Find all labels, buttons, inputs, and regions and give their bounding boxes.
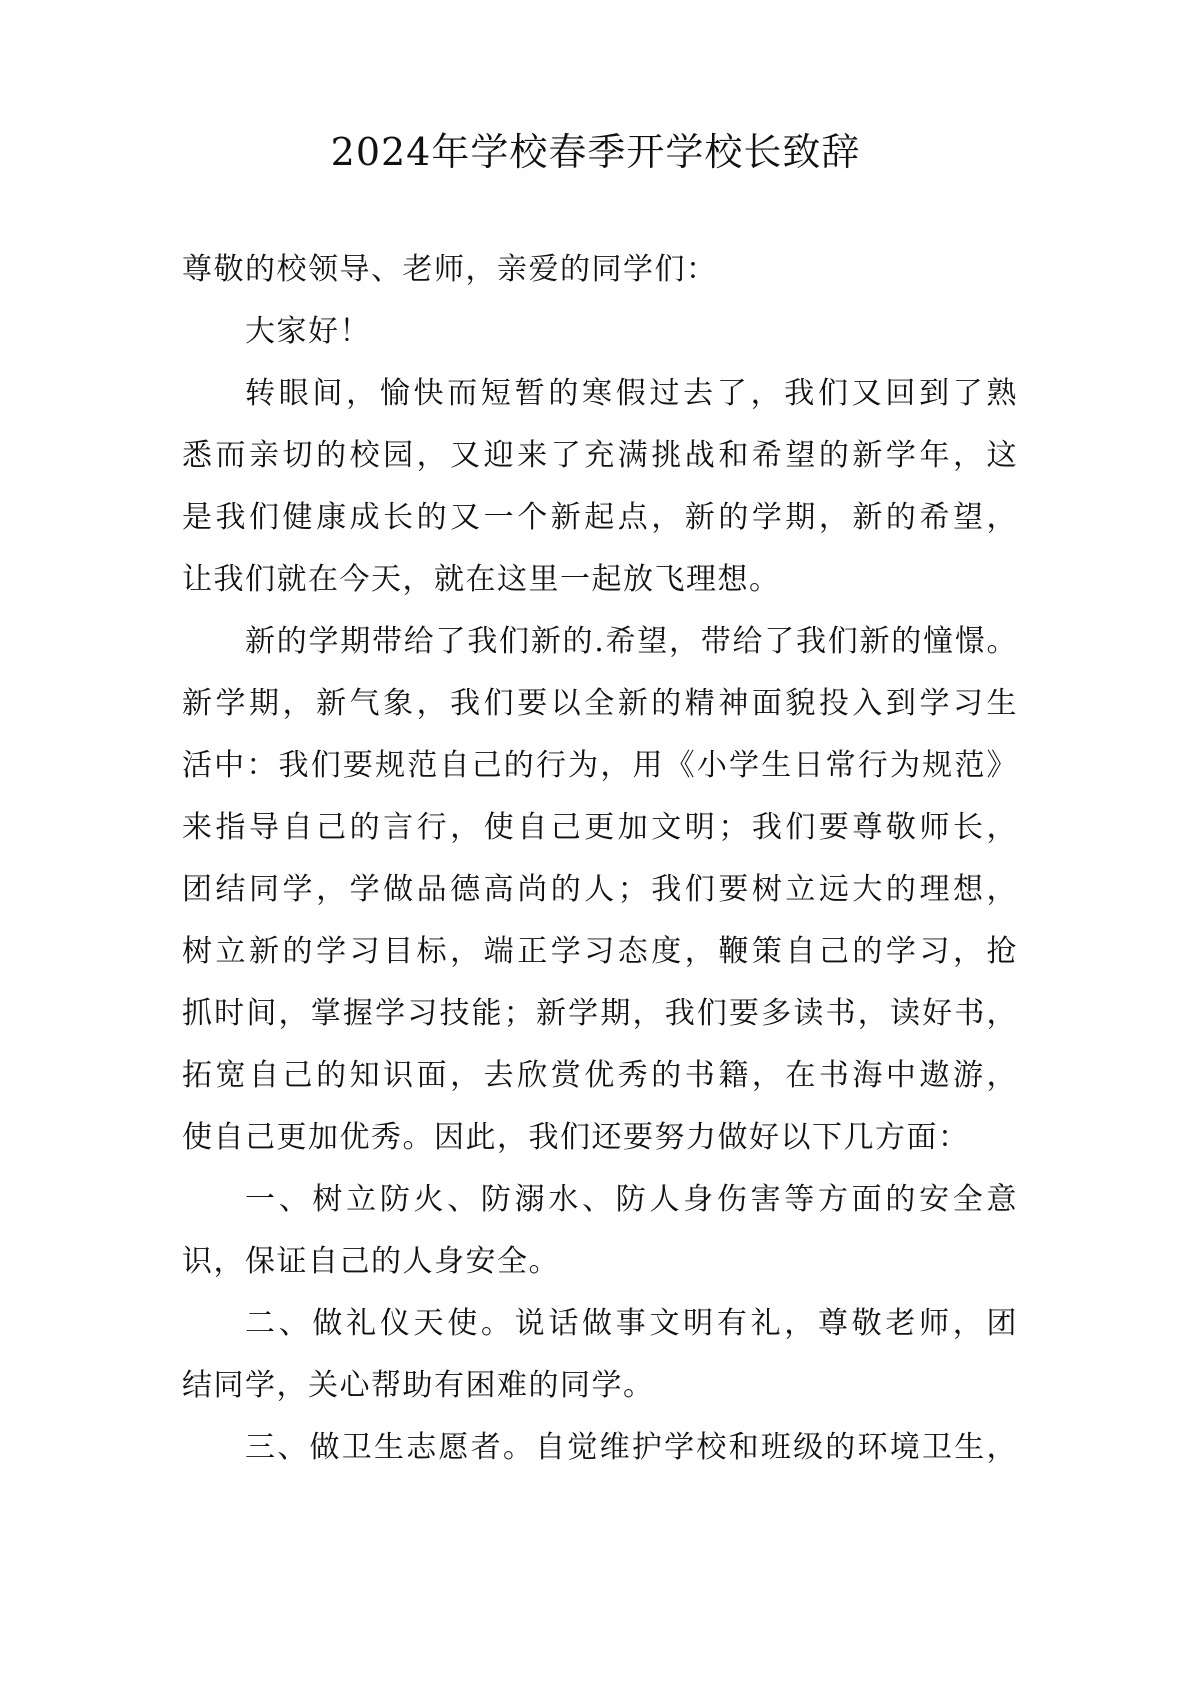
greeting-line: 大家好！ xyxy=(245,314,371,349)
paragraph-line: 新的学期带给了我们新的.希望，带给了我们新的憧憬。 xyxy=(245,624,1018,659)
paragraph-line: 抓时间，掌握学习技能；新学期，我们要多读书，读好书， xyxy=(182,996,1018,1031)
document-body xyxy=(182,239,1018,1479)
list-item-line: 识，保证自己的人身安全。 xyxy=(182,1244,560,1279)
list-item-line: 三、做卫生志愿者。自觉维护学校和班级的环境卫生， xyxy=(245,1430,1018,1465)
salutation-line: 尊敬的校领导、老师，亲爱的同学们： xyxy=(182,252,718,287)
paragraph-line: 团结同学，学做品德高尚的人；我们要树立远大的理想， xyxy=(182,872,1018,907)
paragraph-line: 使自己更加优秀。因此，我们还要努力做好以下几方面： xyxy=(182,1120,970,1155)
paragraph-line: 树立新的学习目标，端正学习态度，鞭策自己的学习，抢 xyxy=(182,934,1018,969)
document-title: 2024年学校春季开学校长致辞 xyxy=(330,130,861,174)
paragraph-line: 转眼间，愉快而短暂的寒假过去了，我们又回到了熟 xyxy=(245,376,1018,411)
paragraph-line: 悉而亲切的校园，又迎来了充满挑战和希望的新学年，这 xyxy=(182,438,1018,473)
list-item-line: 一、树立防火、防溺水、防人身伤害等方面的安全意 xyxy=(245,1182,1018,1217)
paragraph-line: 新学期，新气象，我们要以全新的精神面貌投入到学习生 xyxy=(182,686,1018,721)
list-item-line: 结同学，关心帮助有困难的同学。 xyxy=(182,1368,655,1403)
paragraph-line: 活中：我们要规范自己的行为，用《小学生日常行为规范》 xyxy=(182,748,1018,783)
paragraph-line: 让我们就在今天，就在这里一起放飞理想。 xyxy=(182,562,781,597)
paragraph-line: 拓宽自己的知识面，去欣赏优秀的书籍，在书海中遨游， xyxy=(182,1058,1018,1093)
paragraph-line: 来指导自己的言行，使自己更加文明；我们要尊敬师长， xyxy=(182,810,1018,845)
list-item-line: 二、做礼仪天使。说话做事文明有礼，尊敬老师，团 xyxy=(245,1306,1018,1341)
paragraph-line: 是我们健康成长的又一个新起点，新的学期，新的希望， xyxy=(182,500,1018,535)
